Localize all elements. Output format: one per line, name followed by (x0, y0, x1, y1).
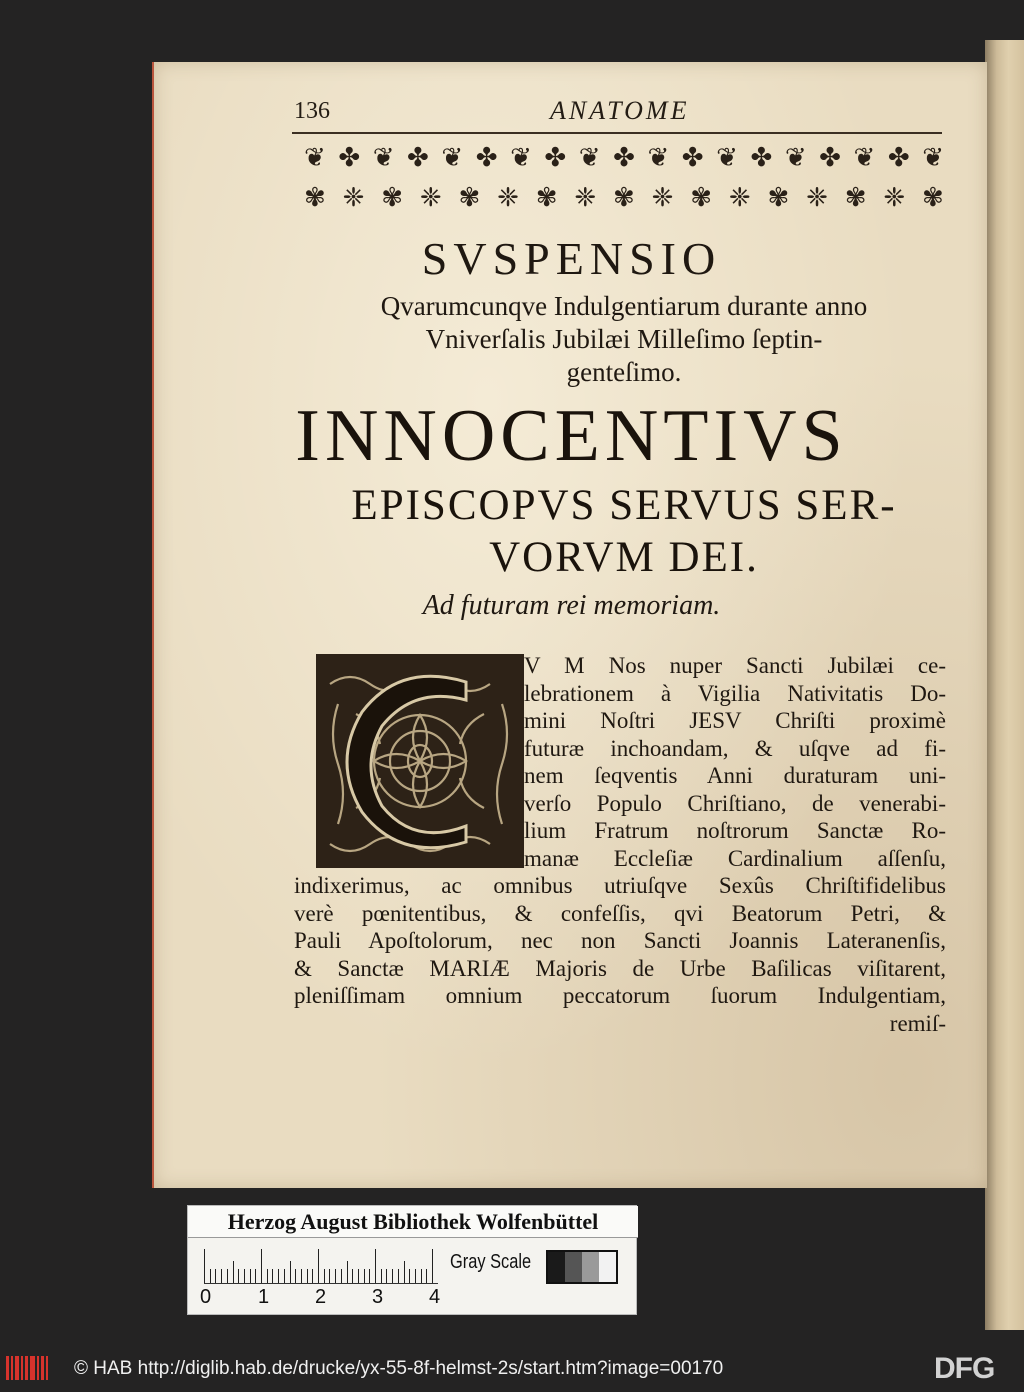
barcode-bar (15, 1356, 19, 1380)
ruler-tick (386, 1269, 387, 1283)
ruler-tick (210, 1269, 211, 1283)
ruler-tick (238, 1269, 239, 1283)
ruler-tick (272, 1269, 273, 1283)
barcode-icon (6, 1356, 48, 1380)
ruler-tick (398, 1269, 399, 1283)
ruler-tick (244, 1269, 245, 1283)
barcode-bar (46, 1356, 48, 1380)
running-head: ANATOME (550, 96, 690, 125)
body-line: lebrationem à Vigilia Nativitatis Do- (524, 680, 946, 706)
barcode-bar (11, 1356, 13, 1380)
barcode-bar (6, 1356, 9, 1380)
barcode-bar (21, 1356, 23, 1380)
body-line: futuræ inchoandam, & uſqve ad fi- (524, 735, 946, 761)
ruler-tick (261, 1249, 262, 1283)
ruler-tick (421, 1269, 422, 1283)
ruler-tick (392, 1269, 393, 1283)
ruler-tick (426, 1269, 427, 1283)
ruler-number: 4 (429, 1286, 441, 1308)
dfg-logo: DFG (934, 1352, 995, 1385)
ruler-tick (329, 1269, 330, 1283)
body-line: mini Noſtri JESV Chriſti proximè (524, 708, 946, 733)
barcode-bar (25, 1356, 28, 1380)
body-line: nem ſeqventis Anni duraturam uni- (524, 763, 946, 788)
body-line: pleniſſimam omnium peccatorum ſuorum Indulgentiam, (294, 983, 946, 1008)
ornament-row-bottom: ✾ ❈ ✾ ❈ ✾ ❈ ✾ ❈ ✾ ❈ ✾ ❈ ✾ ❈ ✾ ❈ ✾ (304, 183, 944, 213)
ruler-number: 1 (258, 1286, 270, 1308)
ruler-tick (307, 1269, 308, 1283)
ruler-tick (381, 1269, 382, 1283)
main-heading: INNOCENTIVS (295, 395, 848, 477)
ruler-tick (204, 1249, 205, 1283)
subtitle-line: Qvarumcunqve Indulgentiarum durante anno (380, 291, 868, 321)
ruler-tick (318, 1249, 319, 1283)
catchword: remiſ- (889, 1010, 946, 1036)
ruler-tick (347, 1261, 348, 1283)
body-line: Pauli Apoſtolorum, nec non Sancti Joannis Lateranenſis, (294, 928, 946, 953)
ruler-tick (295, 1269, 296, 1283)
ruler-tick (341, 1269, 342, 1283)
ruler-tick (324, 1269, 325, 1283)
ruler-tick (375, 1249, 376, 1283)
ruler-tick (358, 1269, 359, 1283)
ruler-tick (335, 1269, 336, 1283)
adjacent-page-edge (985, 40, 1024, 1330)
ruler-tick (369, 1269, 370, 1283)
header-rule (292, 132, 942, 134)
gray-swatch (565, 1252, 582, 1282)
body-line: V M Nos nuper Sancti Jubilæi ce- (524, 653, 946, 678)
document-title: SVSPENSIO (421, 233, 722, 284)
gray-swatch (548, 1252, 565, 1282)
source-url[interactable]: © HAB http://diglib.hab.de/drucke/yx-55-8f-helmst-2s/start.htm?image=00170 (74, 1358, 724, 1379)
ruler-tick (290, 1261, 291, 1283)
body-line: lium Fratrum noſtrorum Sanctæ Ro- (524, 818, 946, 843)
body-line: verſo Populo Chriſtiano, de venerabi- (524, 790, 946, 816)
ornament-row-top: ❦ ✤ ❦ ✤ ❦ ✤ ❦ ✤ ❦ ✤ ❦ ✤ ❦ ✤ ❦ ✤ ❦ ✤ ❦ (304, 143, 944, 173)
body-text (294, 652, 946, 1037)
subtitle-line: genteſimo. (566, 357, 682, 387)
gray-swatch (582, 1252, 599, 1282)
color-calibration-card (187, 1205, 637, 1315)
page-number: 136 (294, 98, 330, 124)
viewer-footer (0, 1348, 1024, 1392)
ruler-tick (432, 1249, 433, 1283)
ruler-tick (364, 1269, 365, 1283)
gray-swatch (599, 1252, 616, 1282)
scanned-page (152, 62, 987, 1188)
ruler-tick (221, 1269, 222, 1283)
ruler-tick (250, 1269, 251, 1283)
gray-scale-swatches (546, 1250, 618, 1284)
body-line: indixerimus, ac omnibus utriuſqve Sexûs Chriſtifidelibus (294, 873, 946, 898)
ruler-tick (227, 1269, 228, 1283)
body-line: & Sanctæ MARIÆ Majoris de Urbe Baſilicas viſitarent, (294, 955, 946, 981)
ruler-tick (267, 1269, 268, 1283)
barcode-bar (30, 1356, 35, 1380)
card-title: Herzog August Bibliothek Wolfenbüttel (188, 1206, 638, 1238)
ruler-tick (352, 1269, 353, 1283)
sub-heading (304, 480, 944, 584)
sub-heading-line: VORVM DEI. (489, 534, 759, 581)
ruler-tick (301, 1269, 302, 1283)
ruler-tick (409, 1269, 410, 1283)
ruler-tick (233, 1261, 234, 1283)
ruler-tick (278, 1269, 279, 1283)
body-line: verè pœnitentibus, & confeſſis, qvi Beatorum Petri, & (294, 900, 946, 926)
ruler-tick (415, 1269, 416, 1283)
subtitle-line: Vniverſalis Jubilæi Milleſimo ſeptin- (425, 324, 823, 354)
ruler-tick (215, 1269, 216, 1283)
ruler-number: 3 (372, 1286, 384, 1308)
ruler-tick (404, 1261, 405, 1283)
gray-scale-label: Gray Scale (450, 1251, 532, 1273)
subtitle (304, 290, 944, 389)
ruler-number: 2 (315, 1286, 327, 1308)
ruler-tick (284, 1269, 285, 1283)
dedication-line: Ad futuram rei memoriam. (422, 590, 721, 621)
ruler (204, 1248, 438, 1284)
barcode-bar (37, 1356, 39, 1380)
sub-heading-line: EPISCOPVS SERVUS SER- (351, 482, 897, 529)
ruler-tick (312, 1269, 313, 1283)
barcode-bar (41, 1356, 44, 1380)
body-line: manæ Eccleſiæ Cardinalium aſſenſu, (524, 845, 946, 871)
ornament-band (304, 142, 944, 214)
ruler-number: 0 (200, 1286, 212, 1308)
ruler-tick (255, 1269, 256, 1283)
